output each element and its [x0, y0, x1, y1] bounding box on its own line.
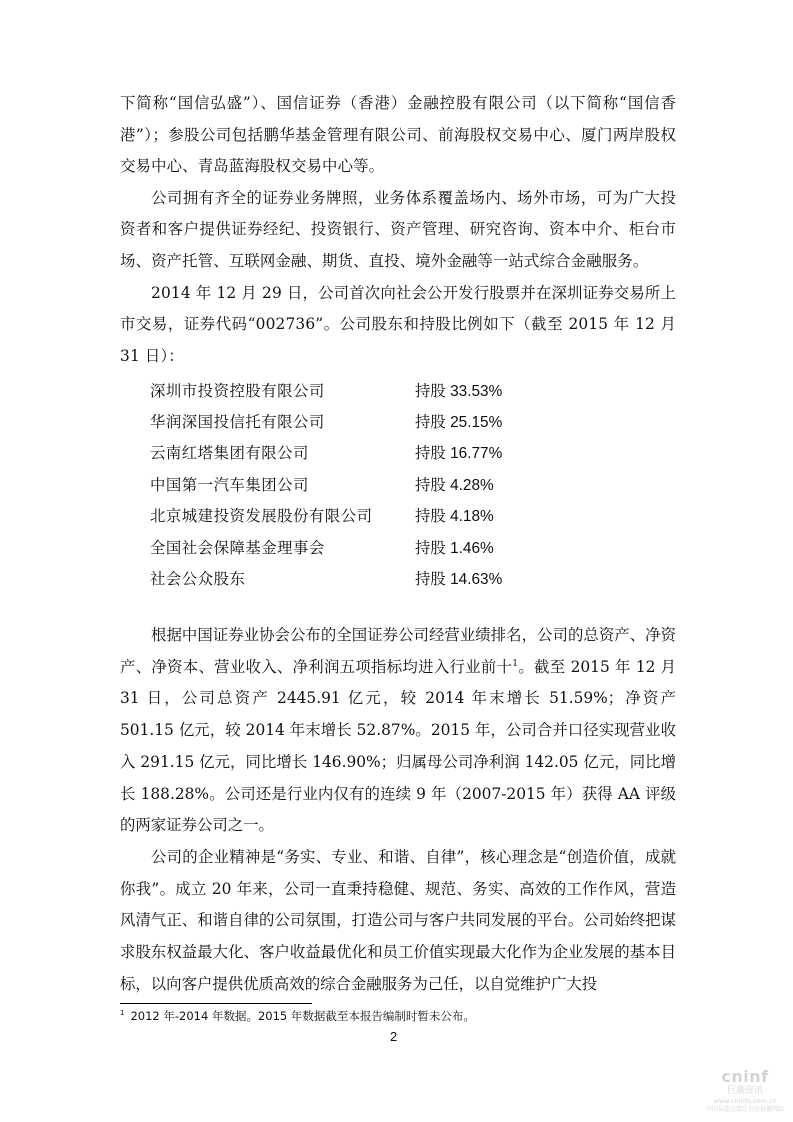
- stake-label: 持股: [415, 444, 446, 463]
- paragraph-business-scope: 公司拥有齐全的证券业务牌照，业务体系覆盖场内、场外市场，可为广大投资者和客户提供证券经纪、投资银行、资产管理、研究咨询、资本中介、柜台市场、资产托管、互联网金融、期货、直投、境外金融等一站式综合金融服务。: [120, 188, 676, 270]
- watermark-name: 巨潮资讯: [726, 1086, 763, 1096]
- footnote-marker: 1: [120, 1009, 125, 1018]
- stake-value: 4.18%: [450, 508, 494, 526]
- shareholder-list: [150, 374, 570, 594]
- page-number: 2: [390, 1029, 398, 1044]
- shareholder-row: [150, 437, 570, 468]
- footnote-text: 2012 年-2014 年数据。2015 年数据截至本报告编制时暂未公布。: [130, 1009, 475, 1023]
- shareholder-stake: [415, 536, 494, 558]
- performance-text-a: 根据中国证券业协会公布的全国证券公司经营业绩排名，公司的总资产、净资产、净资本、营业收入、净利润五项指标均进入行业前十: [120, 626, 676, 676]
- stake-label: 持股: [415, 381, 446, 400]
- shareholder-row: [150, 468, 570, 499]
- shareholder-name: 中国第一汽车集团公司: [150, 475, 309, 494]
- stake-label: 持股: [415, 475, 446, 494]
- stake-label: 持股: [415, 538, 446, 557]
- footnote-divider: [120, 1003, 312, 1004]
- footnote: [120, 1008, 475, 1024]
- shareholder-stake: [415, 504, 494, 526]
- watermark-org: 中国证监会指定信息披露网站: [705, 1106, 784, 1113]
- shareholder-row: [150, 562, 570, 593]
- stake-value: 33.53%: [450, 382, 503, 400]
- stake-value: 16.77%: [450, 445, 503, 463]
- shareholder-name: 全国社会保障基金理事会: [150, 538, 325, 557]
- footnote-ref[interactable]: 1: [512, 658, 519, 669]
- performance-text-b: 。截至 2015 年 12 月 31 日，公司总资产 2445.91 亿元，较 2014 年末增长 51.59%；净资产 501.15 亿元，较 2014 年末增长 52.87%。2015 年，公司合并口径实现营业收入 291.15 亿元，同比增长 146.90%；归属母公司净利润 142.05 亿元，同比增长 188.28%。公司还是行业内仅有的连续 9 年（2007-2015 年）获得 AA 评级的两家证券公司之一。: [120, 657, 676, 835]
- shareholder-name: 社会公众股东: [150, 570, 246, 589]
- watermark-url: www.cninfo.com.cn: [713, 1097, 777, 1105]
- shareholder-row: [150, 500, 570, 531]
- paragraph-subsidiaries: 下简称“国信弘盛”）、国信证券（香港）金融控股有限公司（以下简称“国信香港”）；参股公司包括鹏华基金管理有限公司、前海股权交易中心、厦门两岸股权交易中心、青岛蓝海股权交易中心等。: [120, 94, 676, 176]
- watermark-logo: cninf: [721, 1067, 769, 1086]
- shareholder-stake: [415, 473, 494, 495]
- stake-label: 持股: [415, 507, 446, 526]
- shareholder-stake: [415, 379, 502, 401]
- shareholder-name: 华润深国投信托有限公司: [150, 413, 325, 432]
- body-text-top: [120, 88, 676, 372]
- shareholder-stake: [415, 441, 502, 463]
- shareholder-row: [150, 531, 570, 562]
- shareholder-row: [150, 405, 570, 436]
- cninfo-watermark: [700, 1068, 790, 1114]
- shareholder-name: 深圳市投资控股有限公司: [150, 381, 325, 400]
- paragraph-performance: [120, 620, 676, 842]
- stake-label: 持股: [415, 413, 446, 432]
- shareholder-name: 云南红塔集团有限公司: [150, 444, 309, 463]
- paragraph-corporate-spirit: 公司的企业精神是“务实、专业、和谐、自律”，核心理念是“创造价值，成就你我”。成立 20 年来，公司一直秉持稳健、规范、务实、高效的工作作风，营造风清气正、和谐自律的公司氛围，打造公司与客户共同发展的平台。公司始终把谋求股东权益最大化、客户收益最优化和员工价值实现最大化作为企业发展的基本目标，以向客户提供优质高效的综合金融服务为己任，以自觉维护广大投: [120, 847, 676, 993]
- paragraph-ipo: 2014 年 12 月 29 日，公司首次向社会公开发行股票并在深圳证券交易所上市交易，证券代码“002736”。公司股东和持股比例如下（截至 2015 年 12 月 31 日）：: [120, 283, 676, 365]
- shareholder-stake: [415, 410, 502, 432]
- shareholder-stake: [415, 567, 502, 589]
- stake-value: 14.63%: [450, 571, 503, 589]
- shareholder-name: 北京城建投资发展股份有限公司: [150, 507, 373, 526]
- shareholder-row: [150, 374, 570, 405]
- body-text-bottom: [120, 620, 676, 1000]
- stake-label: 持股: [415, 570, 446, 589]
- stake-value: 1.46%: [450, 539, 494, 557]
- stake-value: 4.28%: [450, 476, 494, 494]
- stake-value: 25.15%: [450, 414, 503, 432]
